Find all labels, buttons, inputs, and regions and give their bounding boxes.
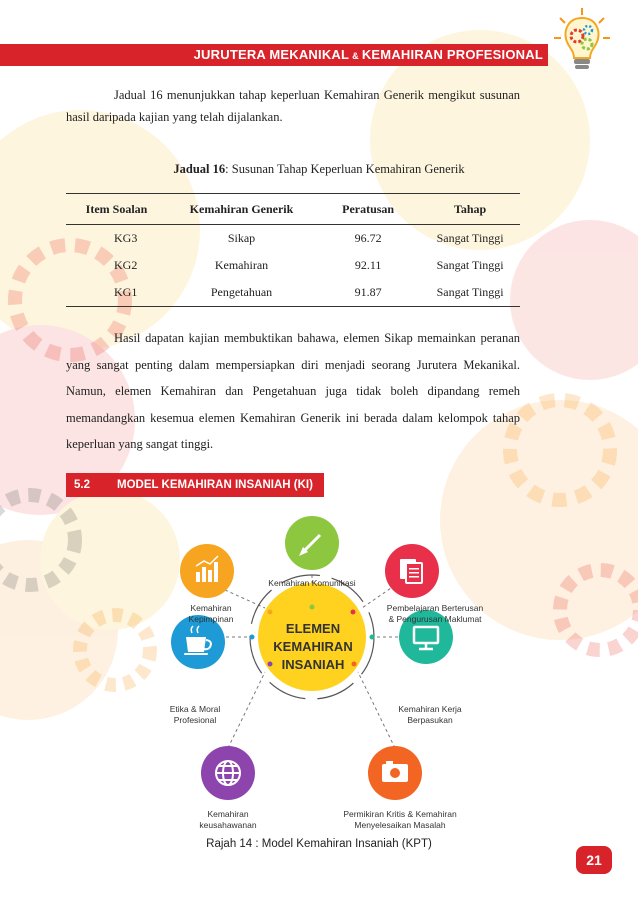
node-keusahawanan	[201, 746, 255, 800]
table-cell: Sangat Tinggi	[420, 279, 520, 307]
table-cell: 91.87	[316, 279, 420, 307]
center-title-line2: KEMAHIRAN	[273, 639, 353, 654]
table-header-level: Tahap	[420, 194, 520, 225]
table-cell: 92.11	[354, 258, 382, 272]
node-dot	[310, 605, 315, 610]
label-kerja-line2: Berpasukan	[407, 715, 453, 725]
label-pembelajaran-line2: & Pengurusan Maklumat	[388, 614, 482, 624]
table-cell: KG1	[66, 279, 167, 307]
node-komunikasi	[285, 516, 339, 570]
node-dot	[250, 635, 255, 640]
node-pembelajaran	[385, 544, 439, 598]
header-ampersand: &	[352, 51, 359, 61]
table-cell: KG2	[114, 258, 138, 272]
label-permikiran-line1: Permikiran Kritis & Kemahiran	[343, 809, 457, 819]
findings-paragraph: Hasil dapatan kajian membuktikan bahawa, elemen Sikap memainkan peranan yang sangat penting dalam mempersiapkan diri menjadi seorang Jurutera Mekanikal. Namun, elemen Kemahiran dan Pengetahuan juga tidak boleh dipandang remeh memandangkan kesemua elemen Kemahiran Generik ini berada dalam kelompok tahap keperluan yang sangat tinggi.	[66, 331, 520, 451]
table-caption-label: Jadual 16	[173, 162, 226, 176]
label-permikiran-line2: Menyelesaikan Masalah	[354, 820, 446, 830]
label-keusahawanan-line2: keusahawanan	[199, 820, 257, 830]
label-pembelajaran-line1: Pembelajaran Berterusan	[386, 603, 484, 613]
header-title-right: KEMAHIRAN PROFESIONAL	[361, 47, 543, 62]
node-dot	[370, 635, 375, 640]
header-title-left: JURUTERA MEKANIKAL	[193, 47, 350, 62]
table-cell: Sikap	[227, 231, 256, 245]
table-caption-text: : Susunan Tahap Keperluan Kemahiran Generik	[225, 162, 465, 176]
label-kepimpinan-line2: Kepimpinan	[188, 614, 234, 624]
table-header-percent: Peratusan	[316, 194, 420, 225]
intro-paragraph: Jadual 16 menunjukkan tahap keperluan Kemahiran Generik mengikut susunan hasil daripada kajian yang telah dijalankan.	[66, 88, 520, 124]
table-cell: Pengetahuan	[167, 279, 316, 307]
label-kerja-line1: Kemahiran Kerja	[398, 704, 462, 714]
node-permikiran-kritis	[368, 746, 422, 800]
lightbulb-gears-icon	[552, 6, 612, 76]
node-circle	[180, 544, 234, 598]
table-cell: 96.72	[354, 231, 382, 245]
table-cell: Sangat Tinggi	[436, 231, 504, 245]
section-number: 5.2	[74, 479, 90, 491]
table-cell: Kemahiran	[214, 258, 269, 272]
section-title: MODEL KEMAHIRAN INSANIAH (KI)	[117, 479, 313, 491]
table-header-item: Item Soalan	[66, 194, 167, 225]
center-title-line3: INSANIAH	[281, 657, 345, 672]
label-komunikasi: Kemahiran Komunikasi	[268, 578, 356, 588]
table-header-skill: Kemahiran Generik	[167, 194, 316, 225]
label-keusahawanan-line1: Kemahiran	[207, 809, 249, 819]
label-etika-line1: Etika & Moral	[169, 704, 221, 714]
center-title	[256, 620, 370, 674]
label-kepimpinan-line1: Kemahiran	[190, 603, 232, 613]
node-dot	[351, 610, 356, 615]
header-title	[194, 44, 543, 66]
table-cell: Sangat Tinggi	[436, 258, 504, 272]
center-title-line1: ELEMEN	[285, 621, 341, 636]
node-dot	[268, 610, 273, 615]
page-number: 21	[576, 846, 612, 874]
node-kepimpinan	[180, 544, 234, 598]
label-etika-line2: Profesional	[173, 715, 217, 725]
camera-icon	[382, 761, 408, 782]
figure-caption: Rajah 14 : Model Kemahiran Insaniah (KPT)	[206, 838, 432, 850]
table-cell: KG3	[114, 231, 138, 245]
